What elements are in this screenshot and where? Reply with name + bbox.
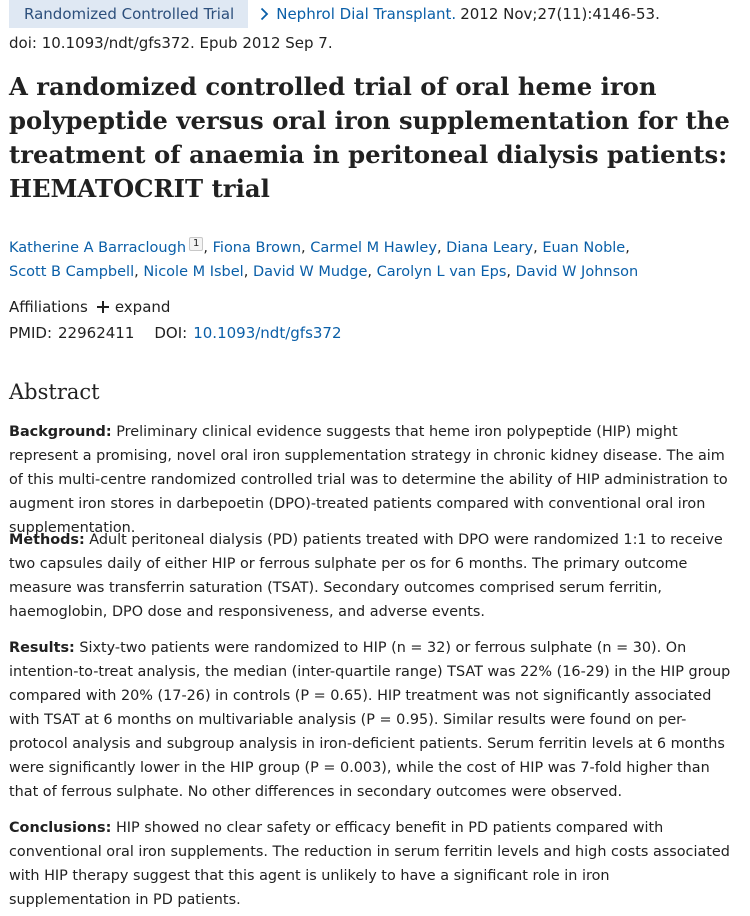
author-link[interactable]: Katherine A Barraclough [9, 240, 187, 256]
expand-label: expand [114, 298, 171, 316]
abstract-methods [9, 528, 734, 624]
abstract-results [9, 636, 734, 804]
doi-epub-line: doi: 10.1093/ndt/gfs372. Epub 2012 Sep 7. [9, 34, 333, 52]
doi-label: DOI: [154, 324, 188, 342]
doi-link[interactable]: 10.1093/ndt/gfs372 [193, 324, 342, 342]
plus-icon [97, 301, 109, 313]
publication-type-badge: Randomized Controlled Trial [9, 0, 248, 28]
pmid-value: 22962411 [58, 324, 135, 342]
author-link[interactable]: Carolyn L van Eps [376, 264, 507, 280]
author-link[interactable]: Euan Noble [542, 240, 626, 256]
section-label: Results: [9, 640, 75, 656]
section-label: Methods: [9, 532, 85, 548]
pmid-label: PMID: [9, 324, 53, 342]
author-link[interactable]: Fiona Brown [212, 240, 302, 256]
affiliations-toggle[interactable] [9, 298, 170, 316]
section-label: Conclusions: [9, 820, 112, 836]
abstract-background [9, 420, 734, 540]
author-link[interactable]: Diana Leary [446, 240, 534, 256]
author-link[interactable]: David W Johnson [515, 264, 639, 280]
author-link[interactable]: Scott B Campbell [9, 264, 135, 280]
journal-link[interactable]: Nephrol Dial Transplant. [276, 5, 457, 23]
citation-details: 2012 Nov;27(11):4146-53. [460, 5, 660, 23]
article-title: A randomized controlled trial of oral heme iron polypeptide versus oral iron supplementation for the treatment of anaemia in peritoneal dialysis patients: HEMATOCRIT trial [9, 72, 730, 203]
identifiers-line [9, 324, 342, 342]
section-text: Sixty-two patients were randomized to HIP (n = 32) or ferrous sulphate (n = 30). On intention-to-treat analysis, the median (inter-quartile range) TSAT was 22% (16-29) in the HIP group compared with 20% (17-26) in controls (P = 0.65). HIP treatment was not significantly associated with TSAT at 6 months on multivariable analysis (P = 0.95). Similar results were found on per-protocol analysis and subgroup analysis in iron-deficient patients. Serum ferritin levels at 6 months were significantly lower in the HIP group (P = 0.003), while the cost of HIP was 7-fold higher than that of ferrous sulphate. No other differences in secondary outcomes were observed. [9, 640, 731, 800]
abstract-conclusions [9, 816, 734, 912]
section-text: HIP showed no clear safety or efficacy benefit in PD patients compared with conventional oral iron supplements. The reduction in serum ferritin levels and high costs associated with HIP therapy suggest that this agent is unlikely to have a significant role in iron supplementation in PD patients. [9, 820, 730, 908]
section-text: Adult peritoneal dialysis (PD) patients treated with DPO were randomized 1:1 to receive two capsules daily of either HIP or ferrous sulphate per os for 6 months. The primary outcome measure was transferrin saturation (TSAT). Secondary outcomes comprised serum ferritin, haemoglobin, DPO dose and responsiveness, and adverse events. [9, 532, 723, 620]
section-text: Preliminary clinical evidence suggests that heme iron polypeptide (HIP) might represent a promising, novel oral iron supplementation strategy in chronic kidney disease. The aim of this multi-centre randomized controlled trial was to determine the ability of HIP administration to augment iron stores in darbepoetin (DPO)-treated patients compared with conventional oral iron supplementation. [9, 424, 728, 536]
author-link[interactable]: Carmel M Hawley [310, 240, 437, 256]
author-link[interactable]: Nicole M Isbel [143, 264, 244, 280]
abstract-heading: Abstract [9, 380, 100, 404]
authors-list: Katherine A Barraclough 1 , Fiona Brown, Carmel M Hawley, Diana Leary, Euan Noble, Scott B Campbell, Nicole M Isbel, David W Mudge, Carolyn L van Eps, David W Johnson [9, 238, 639, 280]
affiliation-number-badge[interactable]: 1 [189, 237, 203, 251]
author-link[interactable]: David W Mudge [252, 264, 368, 280]
chevron-right-icon [260, 7, 269, 21]
article-meta-bar [9, 0, 660, 28]
journal-citation [260, 5, 660, 23]
affiliations-label: Affiliations [9, 298, 88, 316]
section-label: Background: [9, 424, 112, 440]
